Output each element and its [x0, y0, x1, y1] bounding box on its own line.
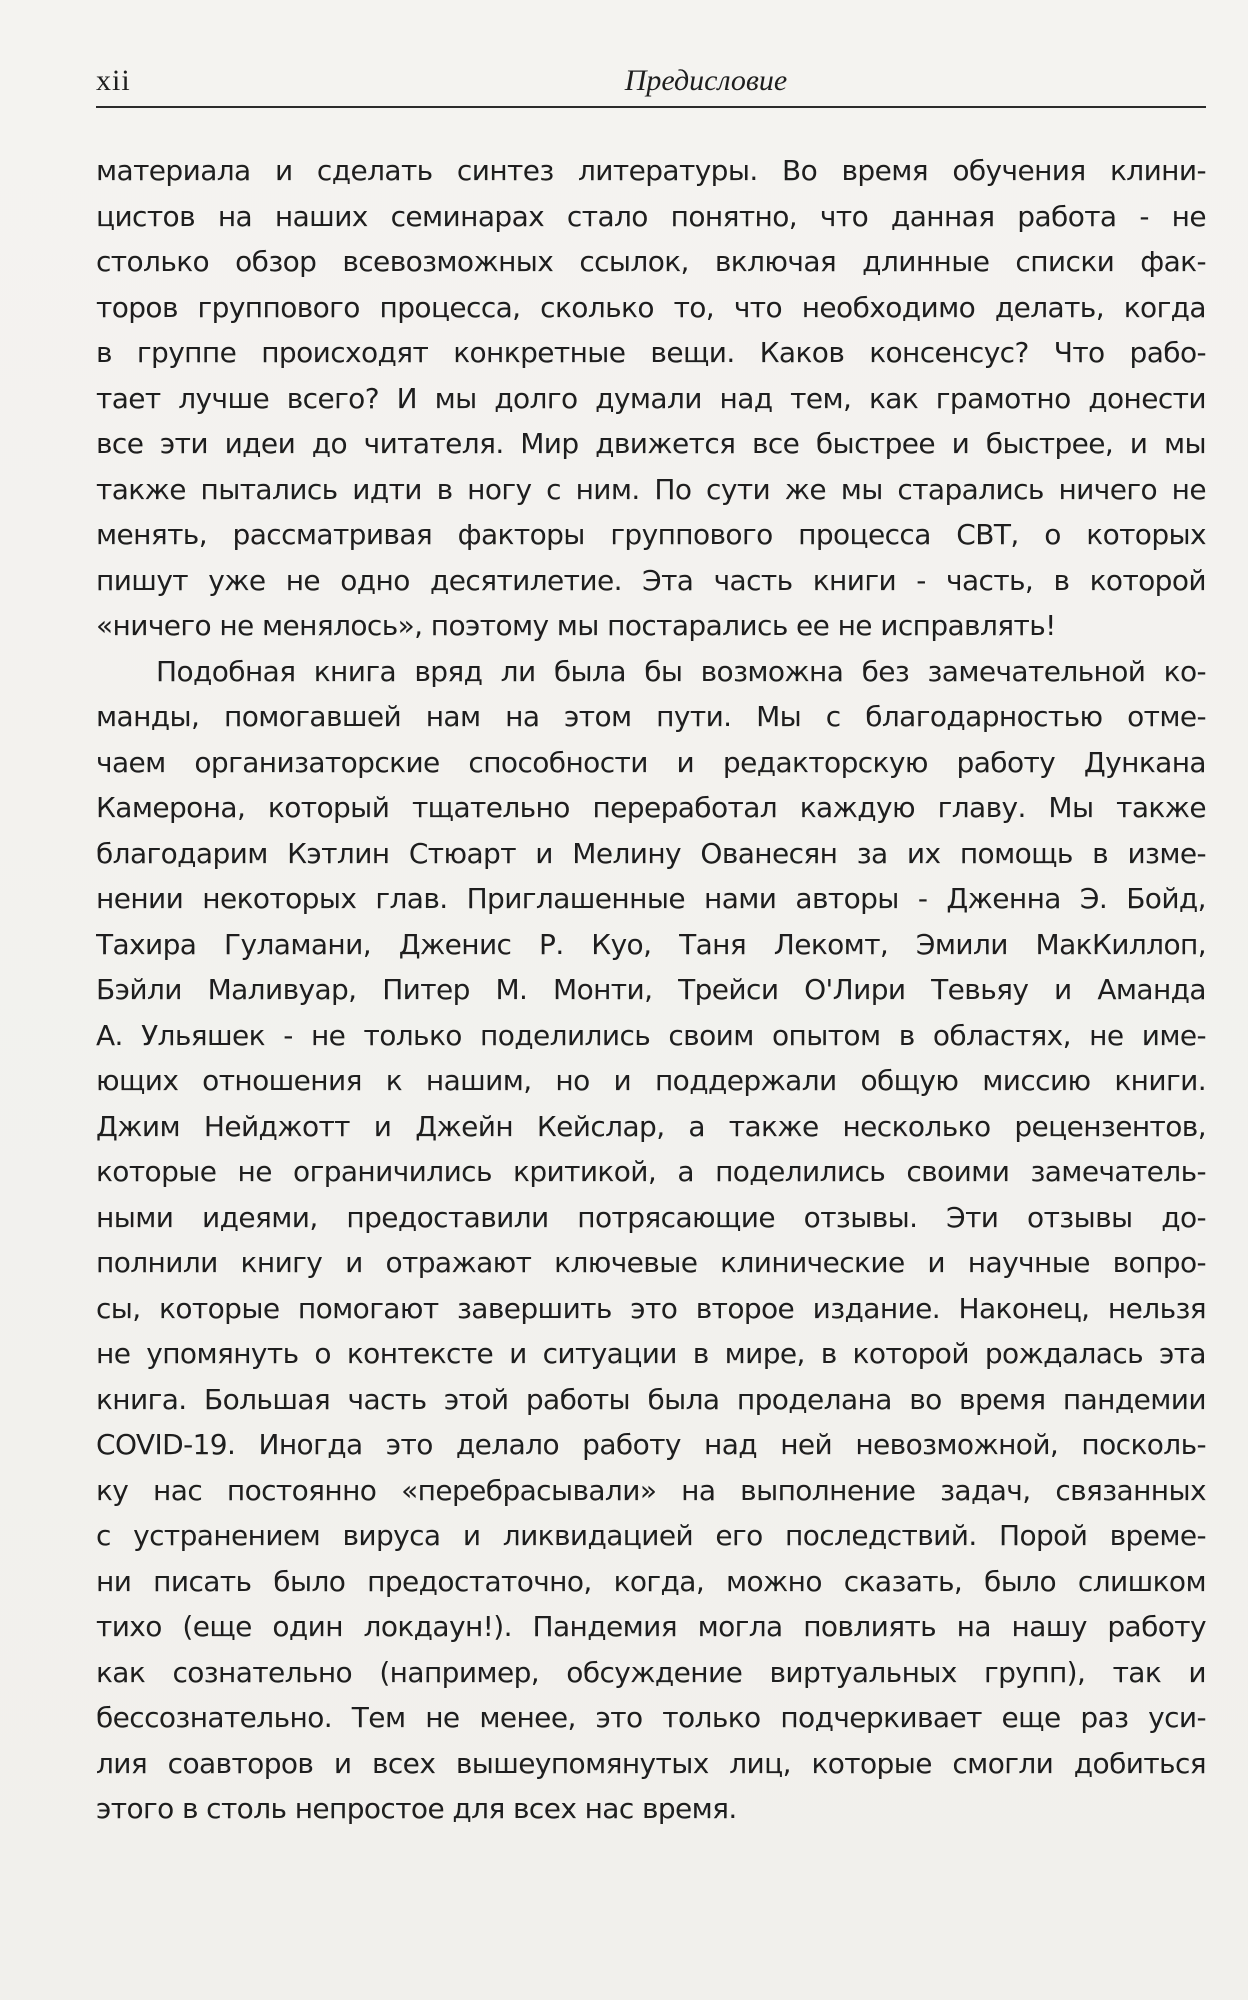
- running-title: Предисловие: [624, 64, 788, 97]
- text-line: нении некоторых глав. Приглашенные нами авторы - Дженна Э. Бойд,: [96, 882, 1206, 915]
- text-line: цистов на наших семинарах стало понятно, что данная работа - не: [96, 199, 1206, 233]
- text-line: все эти идеи до читателя. Мир движется все быстрее и быстрее, и мы: [96, 427, 1206, 460]
- text-line: полнили книгу и отражают ключевые клинические и научные вопро-: [96, 1246, 1206, 1279]
- text-line: этого в столь непростое для всех нас время.: [96, 1792, 737, 1825]
- text-line: в группе происходят конкретные вещи. Каков консенсус? Что рабо-: [96, 336, 1206, 369]
- text-line: А. Ульяшек - не только поделились своим опытом в областях, не име-: [96, 1018, 1206, 1052]
- text-line: «ничего не менялось», поэтому мы постарались ее не исправлять!: [96, 609, 1056, 642]
- text-line: тает лучше всего? И мы долго думали над тем, как грамотно донести: [96, 381, 1206, 415]
- paragraph-start-line: Подобная книга вряд ли была бы возможна без замечательной ко-: [156, 654, 1206, 688]
- text-line: Бэйли Маливуар, Питер М. Монти, Трейси О'Лири Тевьяу и Аманда: [96, 973, 1206, 1006]
- running-header: [96, 60, 1206, 108]
- text-line: торов группового процесса, сколько то, что необходимо делать, когда: [96, 290, 1206, 324]
- text-line: менять, рассматривая факторы группового процесса СВТ, о которых: [96, 518, 1206, 551]
- text-line: Джим Нейджотт и Джейн Кейслар, а также несколько рецензентов,: [96, 1109, 1206, 1143]
- text-line: Камерона, который тщательно переработал каждую главу. Мы также: [96, 791, 1206, 824]
- text-line: сы, которые помогают завершить это второе издание. Наконец, нельзя: [96, 1291, 1206, 1325]
- text-line: бессознательно. Тем не менее, это только подчеркивает еще раз уси-: [96, 1701, 1206, 1734]
- text-line: также пытались идти в ногу с ним. По сути же мы старались ничего не: [96, 472, 1206, 506]
- text-line: Тахира Гуламани, Дженис Р. Куо, Таня Лекомт, Эмили МакКиллоп,: [96, 927, 1206, 961]
- text-line: ными идеями, предоставили потрясающие отзывы. Эти отзывы до-: [96, 1200, 1206, 1234]
- text-line: благодарим Кэтлин Стюарт и Мелину Ованесян за их помощь в изме-: [96, 836, 1206, 870]
- text-line: столько обзор всевозможных ссылок, включая длинные списки фак-: [96, 245, 1206, 278]
- text-line: пишут уже не одно десятилетие. Эта часть книги - часть, в которой: [96, 563, 1206, 597]
- text-line: чаем организаторские способности и редакторскую работу Дункана: [96, 745, 1206, 779]
- text-line: ющих отношения к нашим, но и поддержали общую миссию книги.: [96, 1064, 1206, 1097]
- text-line: лия соавторов и всех вышеупомянутых лиц, которые смогли добиться: [96, 1746, 1206, 1780]
- text-line: тихо (еще один локдаун!). Пандемия могла повлиять на нашу работу: [96, 1610, 1206, 1643]
- text-line: ни писать было предостаточно, когда, можно сказать, было слишком: [96, 1564, 1206, 1598]
- text-line: как сознательно (например, обсуждение виртуальных групп), так и: [96, 1655, 1206, 1689]
- text-line: ку нас постоянно «перебрасывали» на выполнение задач, связанных: [96, 1473, 1206, 1507]
- text-line: манды, помогавшей нам на этом пути. Мы с благодарностью отме-: [96, 700, 1206, 733]
- text-line: не упомянуть о контексте и ситуации в мире, в которой рождалась эта: [96, 1337, 1206, 1370]
- text-line: которые не ограничились критикой, а поделились своими замечатель-: [96, 1155, 1206, 1188]
- body-text: [96, 148, 1206, 1832]
- text-line: книга. Большая часть этой работы была проделана во время пандемии: [96, 1382, 1206, 1416]
- text-line: COVID-19. Иногда это делало работу над ней невозможной, посколь-: [96, 1428, 1206, 1461]
- page-number: xii: [96, 64, 131, 97]
- text-line: материала и сделать синтез литературы. Во время обучения клини-: [96, 154, 1206, 187]
- text-line: с устранением вируса и ликвидацией его последствий. Порой време-: [96, 1519, 1206, 1552]
